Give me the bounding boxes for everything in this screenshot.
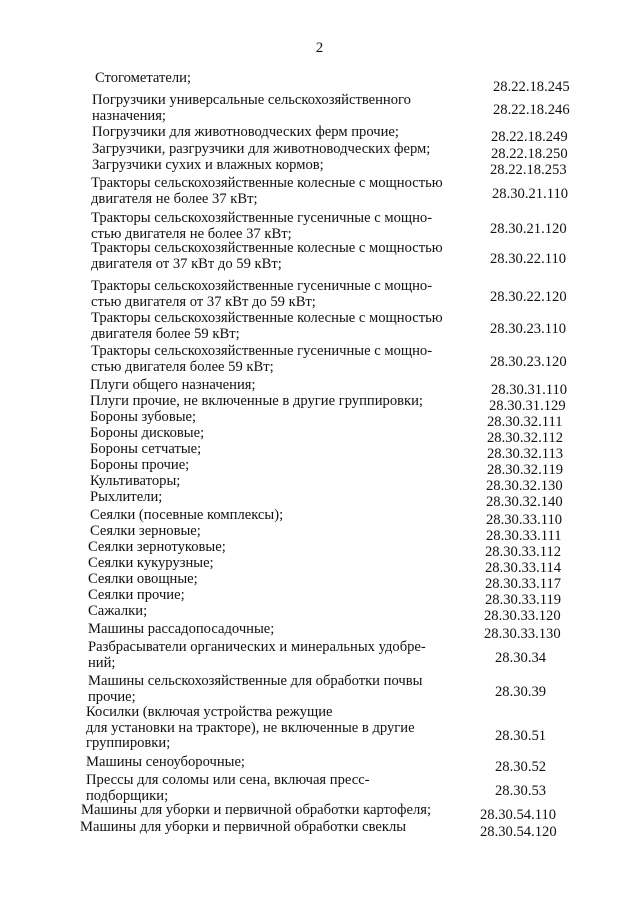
item-description xyxy=(88,588,443,604)
item-description xyxy=(91,344,446,375)
item-description-line: Сеялки прочие; xyxy=(88,587,185,603)
item-description-line: Машины сельскохозяйственные для обработки почвы xyxy=(88,673,423,689)
item-description xyxy=(90,490,445,506)
item-description-line: ний; xyxy=(88,654,116,671)
item-description-line: Машины для уборки и первичной обработки свеклы xyxy=(80,819,407,835)
item-description xyxy=(91,211,446,242)
item-code: 28.30.52 xyxy=(495,759,547,775)
item-description xyxy=(92,158,447,174)
item-description-line: Косилки (включая устройства режущие xyxy=(86,704,333,720)
item-description xyxy=(90,524,445,540)
item-description-line: Разбрасыватели органических и минеральных удобре- xyxy=(88,639,426,655)
item-description-line: Сеялки зернотуковые; xyxy=(88,539,226,555)
item-description-line: Погрузчики универсальные сельскохозяйственного xyxy=(92,92,411,108)
item-code: 28.30.21.110 xyxy=(492,186,569,202)
item-description xyxy=(88,572,443,588)
item-description xyxy=(88,540,443,556)
item-code: 28.22.18.246 xyxy=(493,102,570,118)
item-description xyxy=(90,378,445,394)
item-description-line: Стогометатели; xyxy=(95,70,192,86)
item-description-line: Тракторы сельскохозяйственные гусеничные с мощно- xyxy=(91,343,433,359)
item-description-line: двигателя не более 37 кВт; xyxy=(91,190,258,207)
page-number: 2 xyxy=(315,40,324,56)
item-description-line: Машины сеноуборочные; xyxy=(86,754,245,770)
item-code: 28.30.21.120 xyxy=(490,221,567,237)
item-description-line: Культиваторы; xyxy=(90,473,181,489)
item-description xyxy=(88,556,443,572)
item-description-line: Прессы для соломы или сена, включая пресс- xyxy=(86,772,370,788)
item-code: 28.30.34 xyxy=(495,650,547,666)
item-description-line: Сеялки зерновые; xyxy=(90,523,201,539)
item-description-line: Загрузчики сухих и влажных кормов; xyxy=(92,157,324,173)
item-description xyxy=(91,241,446,272)
item-description-line: Загрузчики, разгрузчики для животноводческих ферм; xyxy=(92,141,431,157)
item-description xyxy=(88,674,443,705)
item-description-line: Плуги общего назначения; xyxy=(90,377,256,393)
item-description-line: Тракторы сельскохозяйственные гусеничные с мощно- xyxy=(91,210,433,226)
item-code: 28.30.32.113 xyxy=(487,446,564,462)
item-description-line: прочие; xyxy=(88,688,136,705)
item-code: 28.22.18.245 xyxy=(493,79,570,95)
item-description xyxy=(80,820,435,836)
item-description-line: Машины рассадопосадочные; xyxy=(88,621,275,637)
item-description-line: Машины для уборки и первичной обработки картофеля; xyxy=(81,802,432,818)
item-description xyxy=(86,773,441,804)
item-code: 28.30.33.120 xyxy=(484,608,561,624)
item-description xyxy=(86,705,441,752)
item-code: 28.30.23.120 xyxy=(490,354,567,370)
item-description xyxy=(88,640,443,671)
item-code: 28.22.18.253 xyxy=(490,162,567,178)
item-description xyxy=(81,803,436,819)
item-code: 28.30.32.140 xyxy=(486,494,563,510)
item-code: 28.30.33.114 xyxy=(485,560,562,576)
item-description-line: группировки; xyxy=(86,735,171,751)
item-code: 28.30.32.119 xyxy=(487,462,564,478)
item-description-line: Тракторы сельскохозяйственные колесные с мощностью xyxy=(91,175,443,191)
item-description-line: двигателя от 37 кВт до 59 кВт; xyxy=(91,255,282,272)
item-code: 28.30.32.111 xyxy=(487,414,563,430)
item-description xyxy=(90,394,445,410)
item-description xyxy=(88,604,443,620)
item-description-line: стью двигателя не более 37 кВт; xyxy=(91,225,292,242)
item-code: 28.30.22.120 xyxy=(490,289,567,305)
item-code: 28.30.33.112 xyxy=(485,544,562,560)
item-description xyxy=(91,279,446,310)
item-description-line: стью двигателя от 37 кВт до 59 кВт; xyxy=(91,293,316,310)
item-description xyxy=(92,125,447,141)
item-description-line: Тракторы сельскохозяйственные колесные с мощностью xyxy=(91,310,443,326)
item-description-line: стью двигателя более 59 кВт; xyxy=(91,358,274,375)
item-description xyxy=(92,93,447,124)
item-description-line: подборщики; xyxy=(86,787,169,804)
item-code: 28.30.54.120 xyxy=(480,824,557,840)
item-description xyxy=(90,474,445,490)
item-description-line: Сажалки; xyxy=(88,603,148,619)
item-code: 28.30.33.111 xyxy=(486,528,562,544)
item-code: 28.30.54.110 xyxy=(480,807,557,823)
item-description-line: Сеялки кукурузные; xyxy=(88,555,214,571)
item-code: 28.30.22.110 xyxy=(490,251,567,267)
item-description-line: Тракторы сельскохозяйственные колесные с мощностью xyxy=(91,240,443,256)
item-description-line: для установки на тракторе), не включенные в другие xyxy=(86,719,415,736)
item-description-line: Сеялки (посевные комплексы); xyxy=(90,507,284,523)
item-description xyxy=(86,755,441,771)
item-description xyxy=(90,426,445,442)
item-description-line: Бороны прочие; xyxy=(90,457,190,473)
item-description-line: Бороны сетчатые; xyxy=(90,441,202,457)
item-description-line: назначения; xyxy=(92,107,166,124)
item-code: 28.30.32.130 xyxy=(486,478,563,494)
item-code: 28.30.39 xyxy=(495,684,547,700)
item-code: 28.30.33.117 xyxy=(485,576,562,592)
item-description xyxy=(90,410,445,426)
item-code: 28.30.33.110 xyxy=(486,512,563,528)
item-code: 28.30.23.110 xyxy=(490,321,567,337)
item-description xyxy=(95,71,450,87)
item-description xyxy=(92,142,447,158)
item-description xyxy=(90,442,445,458)
item-code: 28.30.31.110 xyxy=(491,382,568,398)
item-code: 28.22.18.249 xyxy=(491,129,568,145)
item-description xyxy=(90,458,445,474)
item-code: 28.30.32.112 xyxy=(487,430,564,446)
item-description-line: двигателя более 59 кВт; xyxy=(91,325,240,342)
item-code: 28.30.31.129 xyxy=(489,398,566,414)
item-description-line: Сеялки овощные; xyxy=(88,571,198,587)
item-description xyxy=(90,508,445,524)
item-description-line: Плуги прочие, не включенные в другие группировки; xyxy=(90,393,423,409)
item-code: 28.30.53 xyxy=(495,783,547,799)
item-description-line: Погрузчики для животноводческих ферм прочие; xyxy=(92,124,399,140)
item-description-line: Рыхлители; xyxy=(90,489,163,505)
item-description-line: Тракторы сельскохозяйственные гусеничные с мощно- xyxy=(91,278,433,294)
item-code: 28.30.51 xyxy=(495,728,547,744)
item-description xyxy=(91,176,446,207)
item-code: 28.30.33.119 xyxy=(485,592,562,608)
item-description xyxy=(88,622,443,638)
item-code: 28.30.33.130 xyxy=(484,626,561,642)
item-description xyxy=(91,311,446,342)
item-description-line: Бороны дисковые; xyxy=(90,425,205,441)
item-code: 28.22.18.250 xyxy=(491,146,568,162)
item-description-line: Бороны зубовые; xyxy=(90,409,197,425)
